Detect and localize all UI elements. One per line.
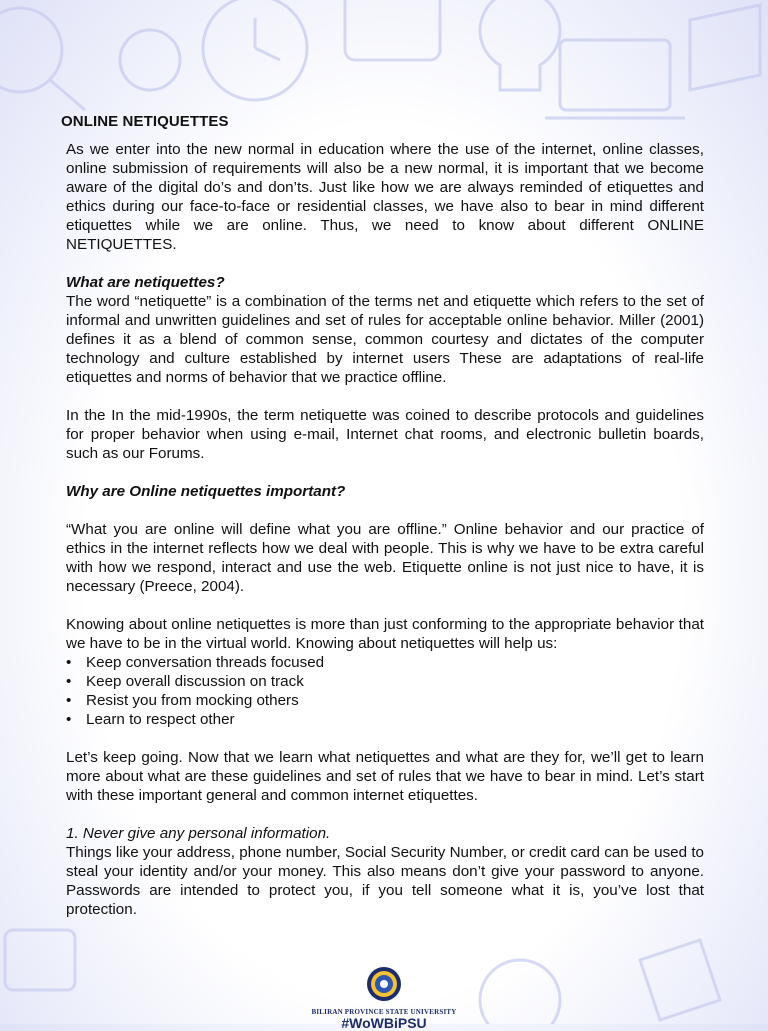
globe-icon <box>120 30 180 90</box>
list-item: • Keep conversation threads focused <box>66 653 704 672</box>
intro-paragraph: As we enter into the new normal in education where the use of the internet, online classes, online submission of requirements will also be a new normal, it is important that we become aware of the digital do’s and don’ts. Just like how we are always reminded of etiquettes and ethics during our face-to-face or residential classes, we have also to bear in mind different etiquettes while we are online. Thus, we need to know about different ONLINE NETIQUETTES. <box>66 141 704 253</box>
university-seal-icon <box>366 966 402 1002</box>
clock-icon <box>203 0 307 100</box>
list-item: • Keep overall discussion on track <box>66 672 704 691</box>
why-paragraph-1: “What you are online will define what you are offline.” Online behavior and our practice of ethics in the internet reflects how we deal with people. This is why we have to be extra careful with how we respond, interact and use the web. Etiquette online is not just nice to have, it is necessary (Preece, 2004). <box>66 521 704 595</box>
tablet-icon <box>345 0 440 60</box>
university-name: BILIRAN PROVINCE STATE UNIVERSITY <box>311 1008 457 1016</box>
book-icon <box>690 5 760 90</box>
why-paragraph-2: Knowing about online netiquettes is more than just conforming to the appropriate behavior that we have to be in the virtual world. Knowing about netiquettes will help us: <box>66 616 704 652</box>
footer <box>0 966 768 1030</box>
what-paragraph-1: The word “netiquette” is a combination of the terms net and etiquette which refers to the set of informal and unwritten guidelines and set of rules for acceptable online behavior. Miller (2001) defines it as a blend of common sense, common courtesy and dictates of the computer technology and culture established by internet users These are adaptations of real-life etiquettes and norms of behavior that we practice offline. <box>66 293 704 386</box>
laptop-icon <box>560 40 670 110</box>
magnifier-icon <box>0 8 62 92</box>
what-paragraph-2: In the In the mid-1990s, the term netiquette was coined to describe protocols and guidelines for proper behavior when using e-mail, Internet chat rooms, and electronic bulletin boards, such as our Forums. <box>66 407 704 462</box>
hashtag: #WoWBiPSU <box>341 1015 427 1031</box>
benefits-list <box>66 653 704 729</box>
list-item: • Learn to respect other <box>66 710 704 729</box>
document-body <box>66 112 704 919</box>
page-title: ONLINE NETIQUETTES <box>61 113 229 130</box>
rule-1-heading: 1. Never give any personal information. <box>66 825 331 842</box>
why-paragraph-3: Let’s keep going. Now that we learn what netiquettes and what are they for, we’ll get to learn more about what are these guidelines and set of rules that we have to bear in mind. Let’s start with these important general and common internet etiquettes. <box>66 749 704 804</box>
section-heading-what: What are netiquettes? <box>66 274 225 291</box>
list-item: • Resist you from mocking others <box>66 691 704 710</box>
rule-1-body: Things like your address, phone number, Social Security Number, or credit card can be used to steal your identity and/or your money. This also means don’t give your password to anyone. Passwords are intended to protect you, if you tell someone what it is, you’ve lost that protection. <box>66 844 704 918</box>
lightbulb-icon <box>480 0 560 90</box>
section-heading-why: Why are Online netiquettes important? <box>66 483 346 500</box>
